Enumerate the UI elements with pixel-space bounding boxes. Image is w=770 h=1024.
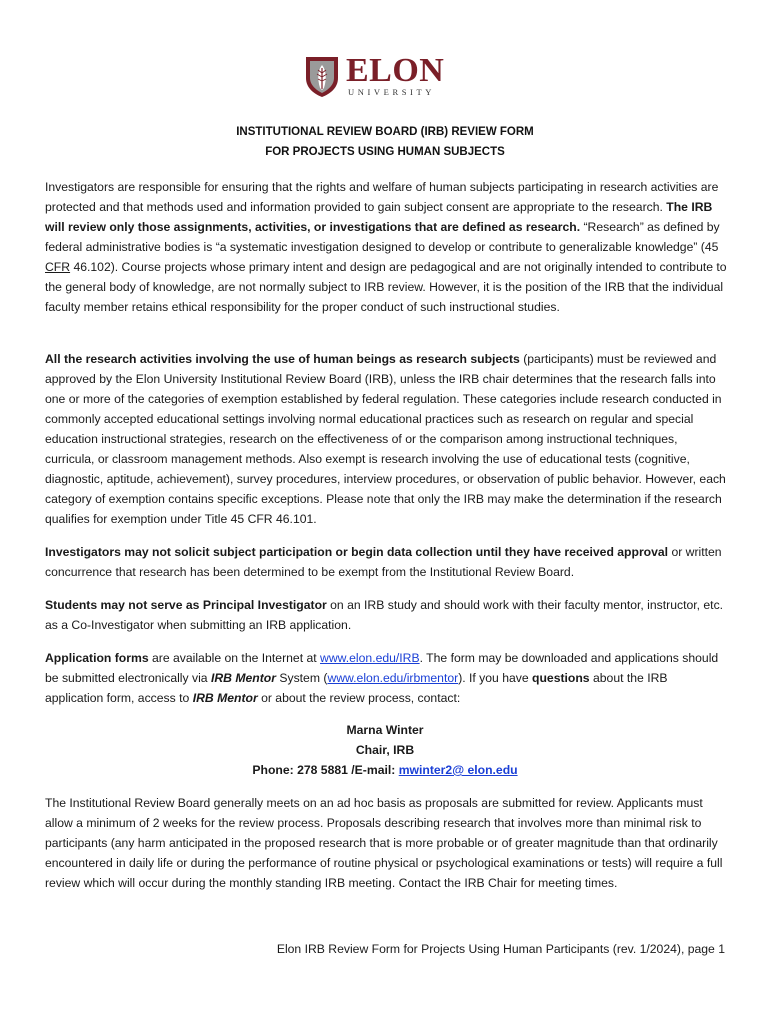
form-title-line-2: FOR PROJECTS USING HUMAN SUBJECTS bbox=[265, 146, 505, 158]
text: 46.102). Course projects whose primary intent and design are pedagogical and are not originally intended to contribute to the general body of knowledge, are not normally subject to IRB review. However, it is the position of the IRB that the individual faculty member retains ethical responsibility for the proper conduct of such instructional studies. bbox=[45, 260, 727, 314]
bold-text: The IRB will review only those assignments, activities, or investigations that are defined as research. bbox=[45, 200, 713, 234]
text: “Research” as defined by federal administrative bodies is “a systematic investigation designed to develop or contribute to generalizable knowledge” (45 bbox=[45, 220, 720, 254]
paragraph-students bbox=[45, 595, 727, 635]
bold-text: questions bbox=[532, 671, 590, 685]
logo-wordmark: ELON bbox=[346, 52, 445, 89]
elon-university-logo bbox=[304, 54, 454, 100]
contact-email-link[interactable]: mwinter2@ elon.edu bbox=[398, 763, 518, 777]
text: on an IRB study and should work with their faculty mentor, instructor, etc. as a Co-Investigator when submitting an IRB application. bbox=[45, 598, 724, 632]
paragraph-application-forms bbox=[45, 648, 727, 708]
page-footer: Elon IRB Review Form for Projects Using Human Participants (rev. 1/2024), page 1 bbox=[276, 942, 725, 956]
text: ). If you have bbox=[458, 671, 533, 685]
paragraph-meetings bbox=[45, 793, 727, 893]
text: are available on the Internet at bbox=[148, 651, 321, 665]
bold-italic-text: IRB Mentor bbox=[192, 691, 258, 705]
bold-italic-text: IRB Mentor bbox=[210, 671, 276, 685]
contact-phone-email bbox=[0, 760, 770, 780]
form-title-line-1: INSTITUTIONAL REVIEW BOARD (IRB) REVIEW FORM bbox=[236, 126, 534, 138]
text: Investigators are responsible for ensuring that the rights and welfare of human subjects participating in research activities are protected and that methods used and information provided to gain subject consent are appropriate to the research. bbox=[45, 180, 719, 214]
irb-website-link[interactable]: www.elon.edu/IRB bbox=[320, 651, 420, 665]
text: about the IRB application form, access to bbox=[45, 671, 668, 705]
text: The Institutional Review Board generally meets on an ad hoc basis as proposals are submitted for review. Applicants must allow a minimum of 2 weeks for the review process. Proposals describing research that involves more than minimal risk to participants (any harm anticipated in the proposed research that is more probable or of greater magnitude than that ordinarily encountered in daily life or during the performance of routine physical or psychological examinations or tests) will require a full review which will occur during the monthly standing IRB meeting. Contact the IRB Chair for meeting times. bbox=[45, 796, 723, 890]
contact-role: Chair, IRB bbox=[355, 743, 415, 757]
text: System ( bbox=[275, 671, 328, 685]
paragraph-responsibility bbox=[45, 177, 727, 317]
bold-text: Students may not serve as Principal Investigator bbox=[45, 598, 327, 612]
shield-icon bbox=[304, 54, 340, 98]
text: or about the review process, contact: bbox=[257, 691, 461, 705]
contact-name: Marna Winter bbox=[346, 723, 424, 737]
contact-phone: Phone: 278 5881 /E-mail: bbox=[252, 763, 399, 777]
bold-text: Application forms bbox=[45, 651, 149, 665]
paragraph-review-requirement bbox=[45, 349, 727, 529]
irb-mentor-link[interactable]: www.elon.edu/irbmentor bbox=[327, 671, 459, 685]
text: . The form may be downloaded and applications should be submitted electronically via bbox=[45, 651, 719, 685]
cfr-abbreviation: CFR bbox=[45, 260, 71, 274]
bold-text: All the research activities involving the use of human beings as research subjects bbox=[45, 352, 520, 366]
paragraph-approval bbox=[45, 542, 727, 582]
bold-text: Investigators may not solicit subject participation or begin data collection until they have received approval bbox=[45, 545, 669, 559]
text: (participants) must be reviewed and approved by the Elon University Institutional Review Board (IRB), unless the IRB chair determines that the research falls into one or more of the categories of exemption established by federal regulation. These categories include research conducted in commonly accepted educational settings involving normal educational practices such as research on regular and special education instructional strategies, research on the effectiveness of or the comparison among instructional techniques, curricula, or classroom management methods. Also exempt is research involving the use of educational tests (cognitive, diagnostic, aptitude, achievement), survey procedures, interview procedures, or observation of public behavior. However, each category of exemption contains specific exceptions. Please note that only the IRB may make the determination if the research qualifies for exemption under Title 45 CFR 46.101. bbox=[45, 352, 726, 526]
logo-subtitle: UNIVERSITY bbox=[348, 87, 435, 97]
text: or written concurrence that research has been determined to be exempt from the Institutional Review Board. bbox=[45, 545, 722, 579]
